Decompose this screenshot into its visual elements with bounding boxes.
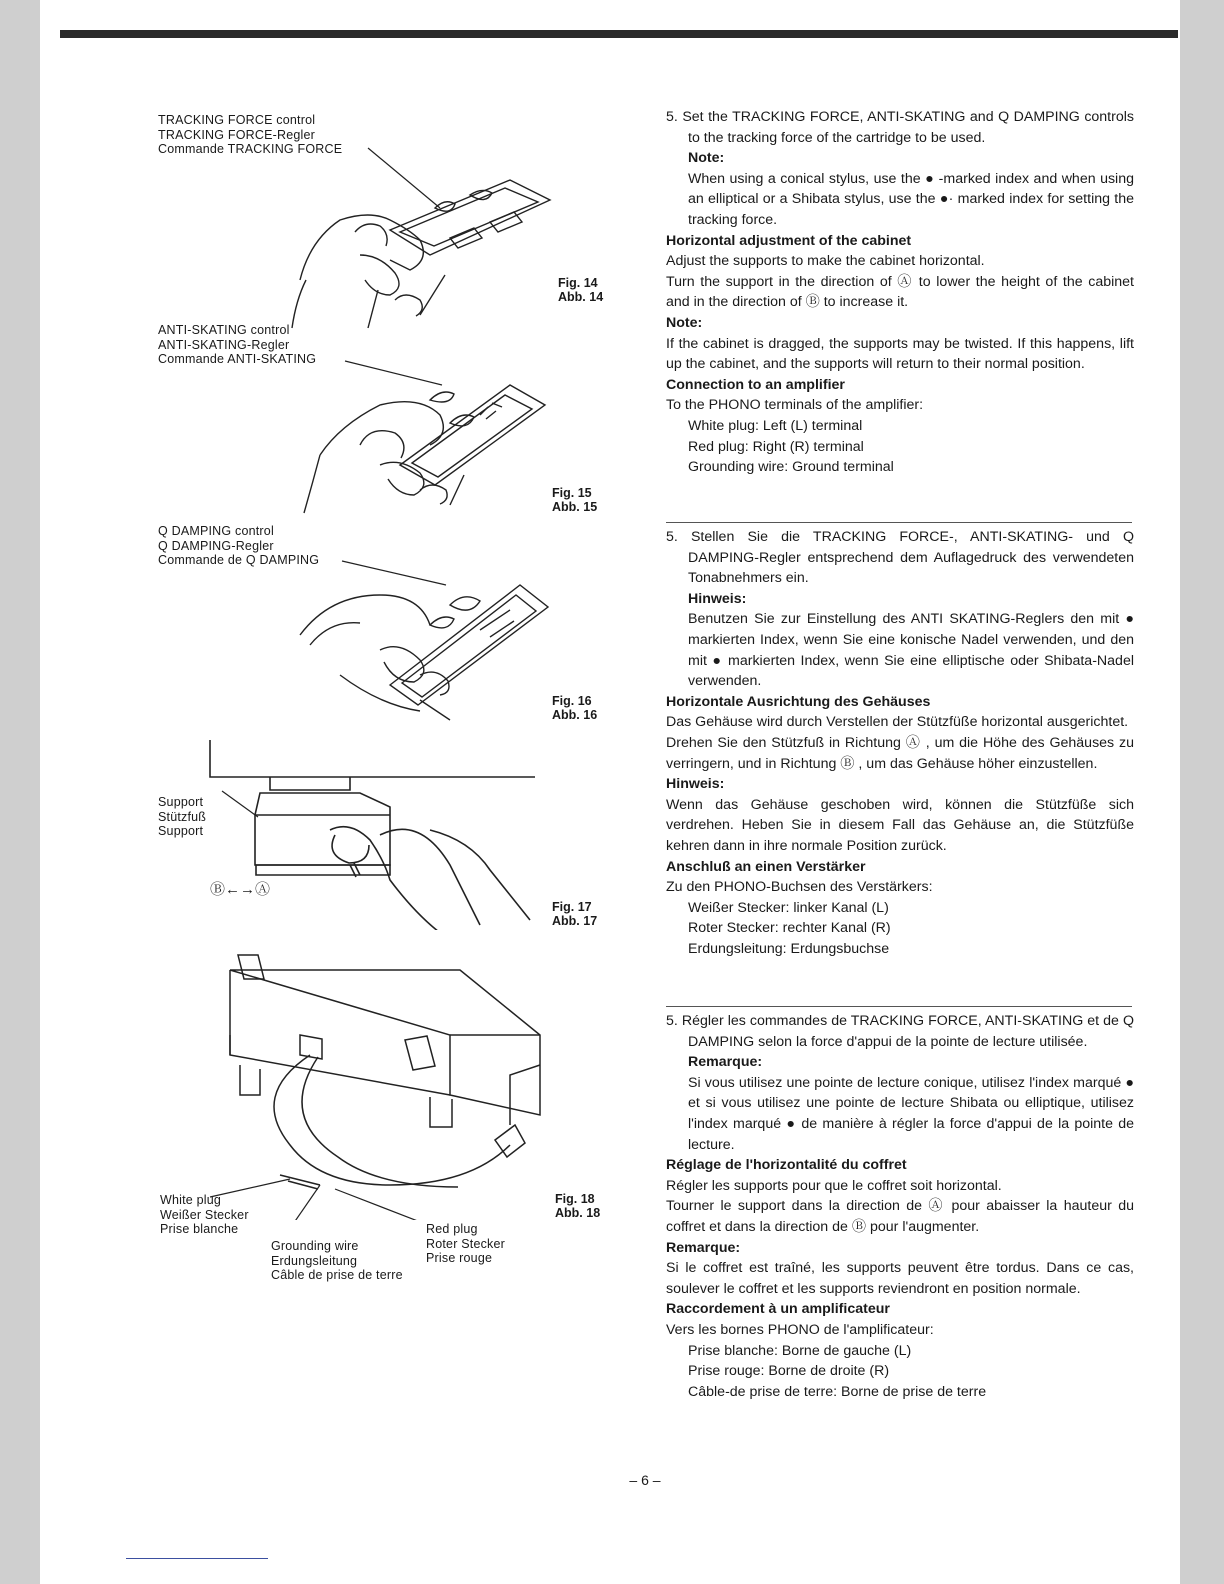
fig15-label-de: ANTI-SKATING-Regler <box>158 337 290 352</box>
de-connection-item: Weißer Stecker: linker Kanal (L) <box>688 899 889 916</box>
de-step-5: 5. Stellen Sie die TRACKING FORCE-, ANTI-SKATING- und Q DAMPING-Regler entsprechend dem Auflagedruck des verwendeten Tonabnehmers ein. <box>666 529 1134 587</box>
en-connection-item: Grounding wire: Ground terminal <box>688 459 894 476</box>
fig18-grounding-wire-labels <box>271 1239 403 1283</box>
fig18-caption-de: Abb. 18 <box>555 1206 601 1220</box>
de-connection-item: Roter Stecker: rechter Kanal (R) <box>688 920 891 937</box>
en-connection-intro: To the PHONO terminals of the amplifier: <box>666 397 924 414</box>
fig15-label-fr: Commande ANTI-SKATING <box>158 352 317 366</box>
fig17-labels <box>158 795 206 839</box>
english-section <box>666 107 1134 478</box>
fig18-illustration <box>150 945 550 1220</box>
en-horizontal-heading: Horizontal adjustment of the cabinet <box>666 232 912 249</box>
german-section <box>666 527 1134 959</box>
fig18-grounding-wire-en: Grounding wire <box>271 1239 359 1253</box>
fr-connection-item: Prise rouge: Borne de droite (R) <box>688 1363 890 1380</box>
fig17-label-de: Stützfuß <box>158 809 207 824</box>
french-section <box>666 1011 1134 1402</box>
page-number: – 6 – <box>629 1472 661 1488</box>
fr-connection-intro: Vers les bornes PHONO de l'amplificateur: <box>666 1321 934 1338</box>
fig18-white-plug-en: White plug <box>160 1193 222 1207</box>
de-connection-heading: Anschluß an einen Verstärker <box>666 858 866 875</box>
fr-note-heading: Remarque: <box>688 1054 763 1071</box>
scan-top-edge <box>60 30 1178 38</box>
fr-connection-heading: Raccordement à un amplificateur <box>666 1301 890 1318</box>
fig14-caption <box>558 276 603 304</box>
fig16-label-fr: Commande de Q DAMPING <box>158 553 320 567</box>
de-note-heading: Hinweis: <box>688 590 747 607</box>
fr-connection-item: Prise blanche: Borne de gauche (L) <box>688 1342 912 1359</box>
fig17-caption-en: Fig. 17 <box>552 900 592 914</box>
de-horizontal-text-2: Drehen Sie den Stützfuß in Richtung Ⓐ , um die Höhe des Gehäuses zu verringern, und in Richtung Ⓑ , um das Gehäuse höher einzustellen. <box>666 734 1134 772</box>
fig16-caption-de: Abb. 16 <box>552 708 598 722</box>
fr-connection-item: Câble-de prise de terre: Borne de prise de terre <box>688 1383 987 1400</box>
fig14-label-fr: Commande TRACKING FORCE <box>158 142 343 156</box>
de-note2-heading: Hinweis: <box>666 776 725 793</box>
fig17-caption <box>552 900 597 928</box>
en-horizontal-text-2: Turn the support in the direction of Ⓐ to lower the height of the cabinet and in the direction of Ⓑ to increase it. <box>666 273 1134 311</box>
fr-note-text: Si vous utilisez une pointe de lecture conique, utilisez l'index marqué ● et si vous utilisez une pointe de lecture Shibata ou elliptique, utilisez l'index marqué ● de manière à régler la force d'appui de la pointe de lecture. <box>688 1074 1134 1153</box>
fig16-label-en: Q DAMPING control <box>158 524 274 538</box>
fig18-white-plug-labels <box>160 1193 249 1237</box>
en-note-heading: Note: <box>688 150 725 167</box>
fr-step-5: 5. Régler les commandes de TRACKING FORCE, ANTI-SKATING et de Q DAMPING selon la force d'appui de la pointe de lecture utilisée. <box>666 1013 1134 1050</box>
section-divider <box>666 522 1132 523</box>
fig15-caption-de: Abb. 15 <box>552 500 598 514</box>
fig15-caption <box>552 486 597 514</box>
fig15-illustration <box>150 355 570 520</box>
fig18-red-plug-labels <box>426 1222 505 1266</box>
fig14-label-de: TRACKING FORCE-Regler <box>158 127 315 142</box>
fig18-white-plug-de: Weißer Stecker <box>160 1207 249 1222</box>
en-note-text: When using a conical stylus, use the ● -marked index and when using an elliptical or a Shibata stylus, use the ●· marked index for setting the tracking force. <box>688 170 1134 228</box>
fig14-caption-de: Abb. 14 <box>558 290 604 304</box>
fig17-direction: Ⓑ←→Ⓐ <box>210 881 271 898</box>
fig18-red-plug-fr: Prise rouge <box>426 1251 493 1265</box>
de-connection-item: Erdungsleitung: Erdungsbuchse <box>688 940 890 957</box>
fig16-caption-en: Fig. 16 <box>552 694 592 708</box>
fig18-red-plug-en: Red plug <box>426 1222 478 1236</box>
fig18-caption-en: Fig. 18 <box>555 1192 595 1206</box>
fig15-label-en: ANTI-SKATING control <box>158 323 290 337</box>
fig18-red-plug-de: Roter Stecker <box>426 1236 506 1251</box>
fig18-caption <box>555 1192 600 1220</box>
fig14-caption-en: Fig. 14 <box>558 276 598 290</box>
section-divider <box>666 1006 1132 1007</box>
de-note-text: Benutzen Sie zur Einstellung des ANTI SKATING-Reglers den mit ● markierten Index, wenn Sie eine konische Nadel verwenden, und den mit ● markierten Index, wenn Sie eine elliptische oder Shibata-Nadel verwenden. <box>688 611 1134 690</box>
fig16-caption <box>552 694 597 722</box>
de-note2-text: Wenn das Gehäuse geschoben wird, können die Stützfüße sich verdrehen. Heben Sie in diesem Fall das Gehäuse an, die Stützfüße kehren dann in ihre normale Position zurück. <box>666 796 1134 854</box>
fr-horizontal-text-2: Tourner le support dans la direction de Ⓐ pour abaisser la hauteur du coffret et dans la direction de Ⓑ pour l'augmenter. <box>666 1198 1134 1235</box>
fr-horizontal-text-1: Régler les supports pour que le coffret soit horizontal. <box>666 1177 1002 1194</box>
en-connection-item: Red plug: Right (R) terminal <box>688 438 864 455</box>
fr-note2-heading: Remarque: <box>666 1239 741 1256</box>
fr-note2-text: Si le coffret est traîné, les supports peuvent être tordus. Dans ce cas, soulever le coffret et les supports reviendront en position normale. <box>666 1260 1134 1297</box>
en-connection-heading: Connection to an amplifier <box>666 376 845 393</box>
fig15-caption-en: Fig. 15 <box>552 486 592 500</box>
fig17-label-fr: Support <box>158 824 204 838</box>
fig17-label-en: Support <box>158 795 204 809</box>
fig18-white-plug-fr: Prise blanche <box>160 1222 239 1236</box>
fig16-label-de: Q DAMPING-Regler <box>158 538 274 553</box>
en-step-5: 5. Set the TRACKING FORCE, ANTI-SKATING and Q DAMPING controls to the tracking force of the cartridge to be used. <box>666 109 1134 146</box>
fig18-grounding-wire-fr: Câble de prise de terre <box>271 1268 403 1282</box>
en-connection-item: White plug: Left (L) terminal <box>688 417 863 434</box>
fr-horizontal-heading: Réglage de l'horizontalité du coffret <box>666 1157 907 1174</box>
de-horizontal-text-1: Das Gehäuse wird durch Verstellen der Stützfüße horizontal ausgerichtet. <box>666 714 1129 731</box>
fig17-caption-de: Abb. 17 <box>552 914 598 928</box>
fig14-illustration <box>150 140 570 330</box>
scan-artifact-line <box>126 1558 268 1559</box>
de-horizontal-heading: Horizontale Ausrichtung des Gehäuses <box>666 693 931 710</box>
fig14-label-en: TRACKING FORCE control <box>158 113 316 127</box>
fig18-grounding-wire-de: Erdungsleitung <box>271 1253 358 1268</box>
en-note2-heading: Note: <box>666 314 703 331</box>
en-horizontal-text-1: Adjust the supports to make the cabinet horizontal. <box>666 253 985 270</box>
en-note2-text: If the cabinet is dragged, the supports may be twisted. If this happens, lift up the cabinet, and the supports will return to their normal position. <box>666 335 1134 373</box>
de-connection-intro: Zu den PHONO-Buchsen des Verstärkers: <box>666 879 933 896</box>
fig16-illustration <box>150 555 570 725</box>
fig17-illustration <box>150 735 550 930</box>
